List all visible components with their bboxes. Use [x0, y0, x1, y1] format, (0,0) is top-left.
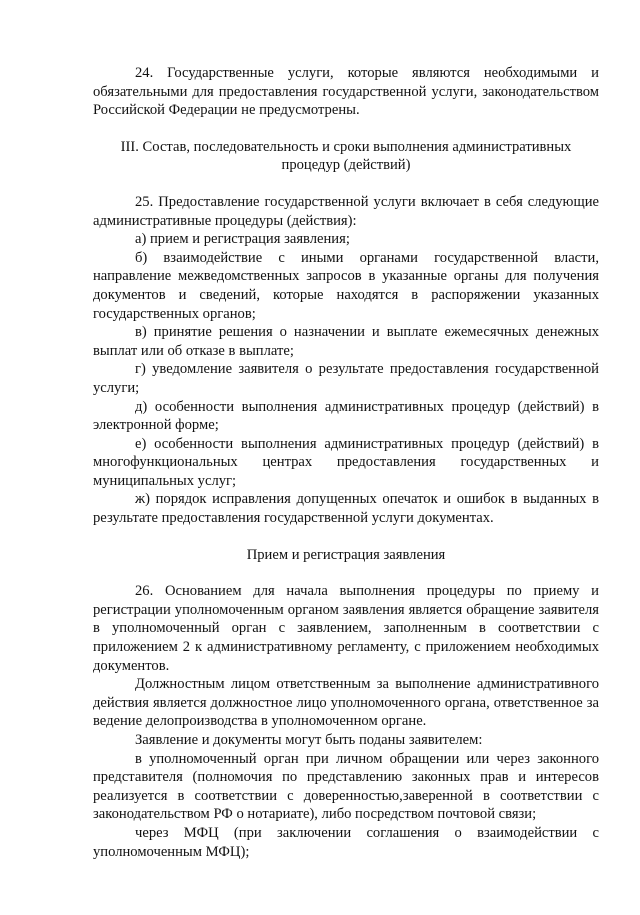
paragraph-submission-methods: Заявление и документы могут быть поданы заявителем: — [135, 732, 483, 748]
paragraph-24: 24. Государственные услуги, которые являются необходимыми и обязательными для предоставления государственной услуги, законодательством Российской Федерации не предусмотрены. — [93, 65, 599, 119]
list-item-e: е) особенности выполнения административных процедур (действий) в многофункциональных центрах предоставления государственных и муниципальных услуг; — [93, 435, 599, 489]
paragraph-via-mfc: через МФЦ (при заключении соглашения о взаимодействии с уполномоченным МФЦ); — [93, 824, 599, 860]
paragraph-in-person: в уполномоченный орган при личном обращении или через законного представителя (полномочия по представлению законных прав и интересов реализуется в соответствии с доверенностью,заверенной в соответствии с законодательством РФ о нотариате), либо посредством почтовой связи; — [93, 750, 599, 823]
paragraph-26: 26. Основанием для начала выполнения процедуры по приему и регистрации уполномоченным органом заявления является обращение заявителя в уполномоченный орган с заявлением, заполненным в соответствии с приложением 2 к административному регламенту, с приложением необходимых документов. — [93, 583, 599, 674]
list-item-b: б) взаимодействие с иными органами государственной власти, направление межведомственных запросов в указанные органы для получения документов и сведений, которые находятся в распоряжении указанных государственных органов; — [93, 249, 599, 322]
section-3-heading-line-2: процедур (действий) — [281, 157, 411, 174]
subheading-reception: Прием и регистрация заявления — [246, 546, 446, 563]
list-item-zh: ж) порядок исправления допущенных опечаток и ошибок в выданных в результате предоставления государственной услуги документах. — [93, 491, 599, 527]
section-3-heading-line-1: III. Состав, последовательность и сроки выполнения административных — [120, 138, 572, 155]
list-item-v: в) принятие решения о назначении и выплате ежемесячных денежных выплат или об отказе в выплате; — [93, 324, 599, 359]
list-item-a: а) прием и регистрация заявления; — [135, 231, 350, 248]
paragraph-25: 25. Предоставление государственной услуги включает в себя следующие административные процедуры (действия): — [93, 193, 599, 229]
list-item-d: д) особенности выполнения административных процедур (действий) в электронной форме; — [93, 398, 599, 434]
section-3-heading — [93, 138, 599, 175]
list-item-g: г) уведомление заявителя о результате предоставления государственной услуги; — [93, 361, 599, 396]
document-body — [93, 64, 599, 861]
paragraph-responsible-official: Должностным лицом ответственным за выполнение административного действия является должностное лицо уполномоченного органа, ответственное за ведение делопроизводства в уполномоченном органе. — [93, 676, 599, 730]
